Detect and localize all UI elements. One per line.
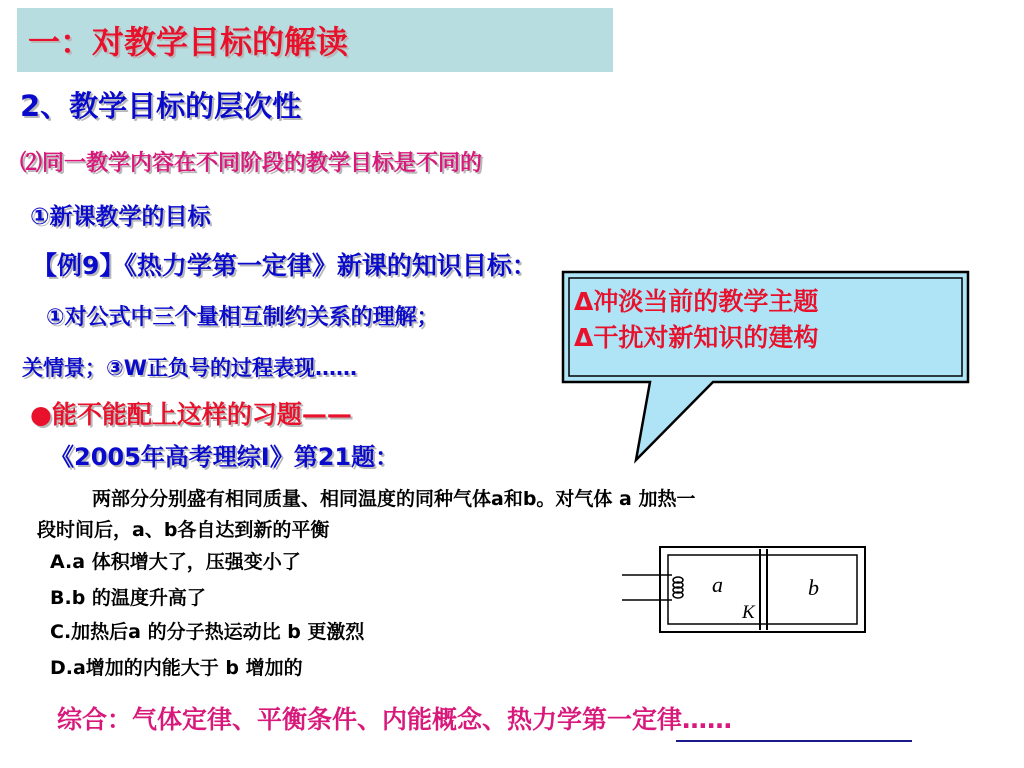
section-heading: 2、教学目标的层次性: [20, 89, 302, 123]
bullet-line: ●能不能配上这样的习题——: [30, 400, 352, 429]
label-b: b: [808, 575, 819, 600]
exam-title: 《2005年高考理综Ⅰ》第21题：: [50, 443, 400, 471]
summary-underline: [676, 740, 912, 742]
label-k: K: [742, 602, 755, 623]
label-a: a: [712, 572, 723, 597]
problem-text-line-1: 两部分分别盛有相同质量、相同温度的同种气体a和b。对气体 a 加热一: [92, 488, 696, 510]
option-d: D.a增加的内能大于 b 增加的: [50, 657, 303, 679]
callout-line-2: Δ干扰对新知识的建构: [574, 323, 819, 352]
item-new-lesson: ①新课教学的目标: [30, 204, 211, 230]
objective-line-1: ①对公式中三个量相互制约关系的理解；: [46, 305, 439, 330]
summary-line: 综合：气体定律、平衡条件、内能概念、热力学第一定律……: [57, 705, 733, 734]
option-a: A.a 体积增大了，压强变小了: [50, 551, 301, 573]
option-b: B.b 的温度升高了: [50, 587, 206, 609]
callout-line-1: Δ冲淡当前的教学主题: [574, 287, 819, 316]
heater-coil-icon: [673, 577, 683, 598]
sub-heading: ⑵同一教学内容在不同阶段的教学目标是不同的: [20, 151, 483, 176]
slide-title: 一：对教学目标的解读: [28, 23, 349, 61]
problem-text-line-2: 段时间后，a、b各自达到新的平衡: [37, 519, 330, 541]
objective-line-2: 关情景；③W正负号的过程表现……: [22, 356, 357, 380]
container-inner: [668, 555, 857, 624]
example-heading: 【例9】《热力学第一定律》新课的知识目标：: [32, 251, 537, 280]
container-outer: [660, 547, 865, 632]
option-c: C.加热后a 的分子热运动比 b 更激烈: [50, 621, 365, 643]
